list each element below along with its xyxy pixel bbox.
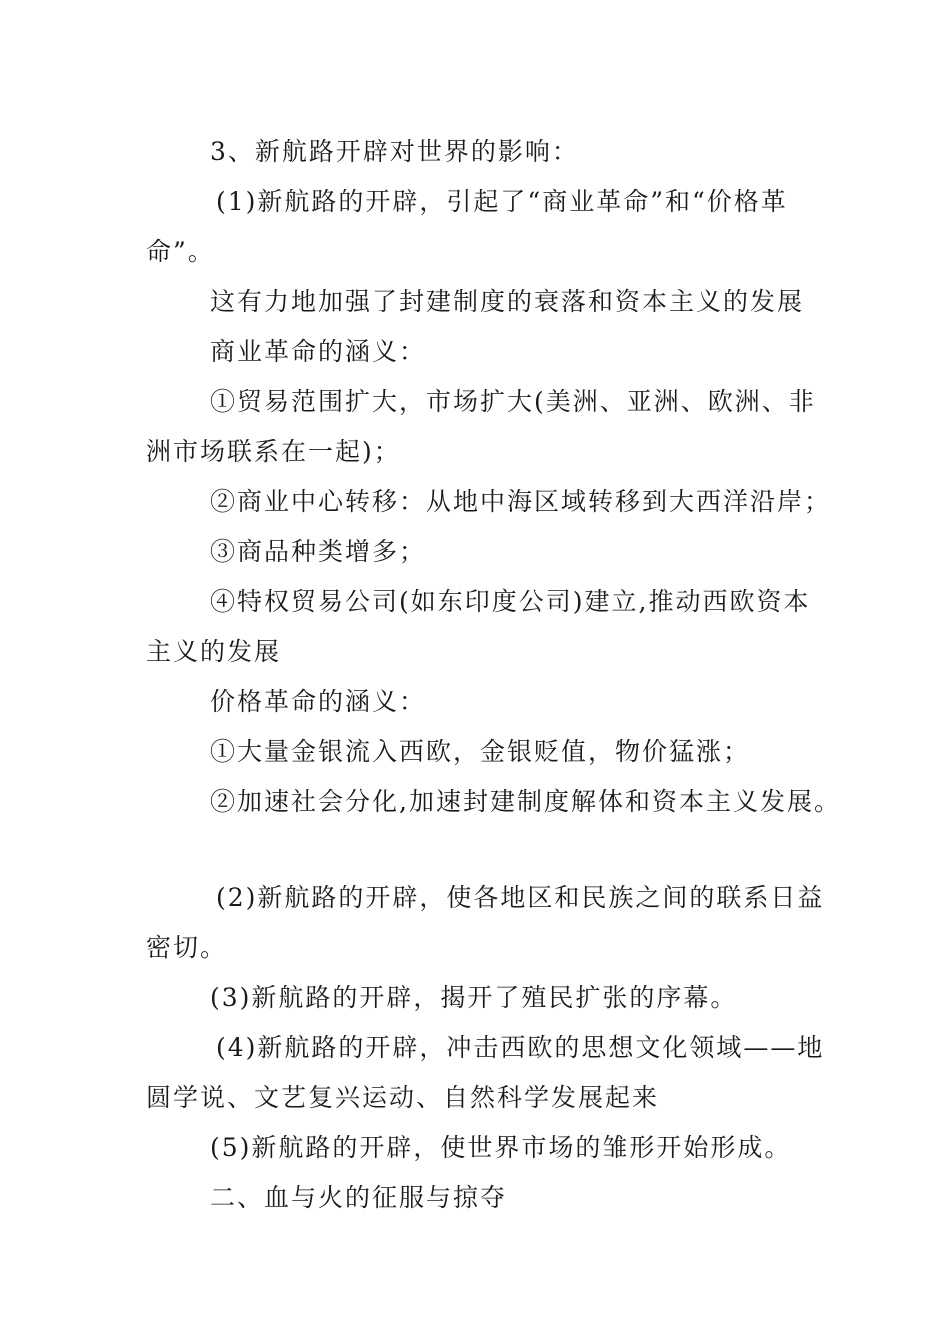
- price-revolution-heading: 价格革命的涵义：: [210, 687, 427, 716]
- point-5: (5)新航路的开辟，使世界市场的雏形开始形成。: [210, 1133, 792, 1162]
- point-1-line-2: 命”。: [146, 237, 215, 266]
- point-3: (3)新航路的开辟，揭开了殖民扩张的序幕。: [210, 983, 738, 1012]
- commercial-item-4-line-2: 主义的发展: [146, 637, 282, 666]
- commercial-item-2: ②商业中心转移：从地中海区域转移到大西洋沿岸；: [210, 487, 832, 516]
- section-heading-conquest: 二、血与火的征服与掠夺: [210, 1183, 508, 1212]
- point-2-line-1: (2)新航路的开辟，使各地区和民族之间的联系日益: [216, 883, 825, 912]
- point-4-line-2: 圆学说、文艺复兴运动、自然科学发展起来: [146, 1083, 660, 1112]
- commercial-revolution-heading: 商业革命的涵义：: [210, 337, 427, 366]
- price-item-2: ②加速社会分化,加速封建制度解体和资本主义发展。: [210, 787, 841, 816]
- commercial-item-1-line-1: ①贸易范围扩大，市场扩大(美洲、亚洲、欧洲、非: [210, 387, 816, 416]
- point-4-line-1: (4)新航路的开辟，冲击西欧的思想文化领域——地: [216, 1033, 825, 1062]
- commercial-item-4-line-1: ④特权贸易公司(如东印度公司)建立,推动西欧资本: [210, 587, 811, 616]
- paragraph-feudal-decline: 这有力地加强了封建制度的衰落和资本主义的发展: [210, 287, 805, 316]
- point-1-line-1: (1)新航路的开辟，引起了“商业革命”和“价格革: [216, 187, 788, 216]
- section-heading-impact: 3、新航路开辟对世界的影响：: [210, 137, 579, 166]
- commercial-item-1-line-2: 洲市场联系在一起)；: [146, 437, 401, 466]
- point-2-line-2: 密切。: [146, 933, 228, 962]
- price-item-1: ①大量金银流入西欧，金银贬值，物价猛涨；: [210, 737, 751, 766]
- commercial-item-3: ③商品种类增多；: [210, 537, 427, 566]
